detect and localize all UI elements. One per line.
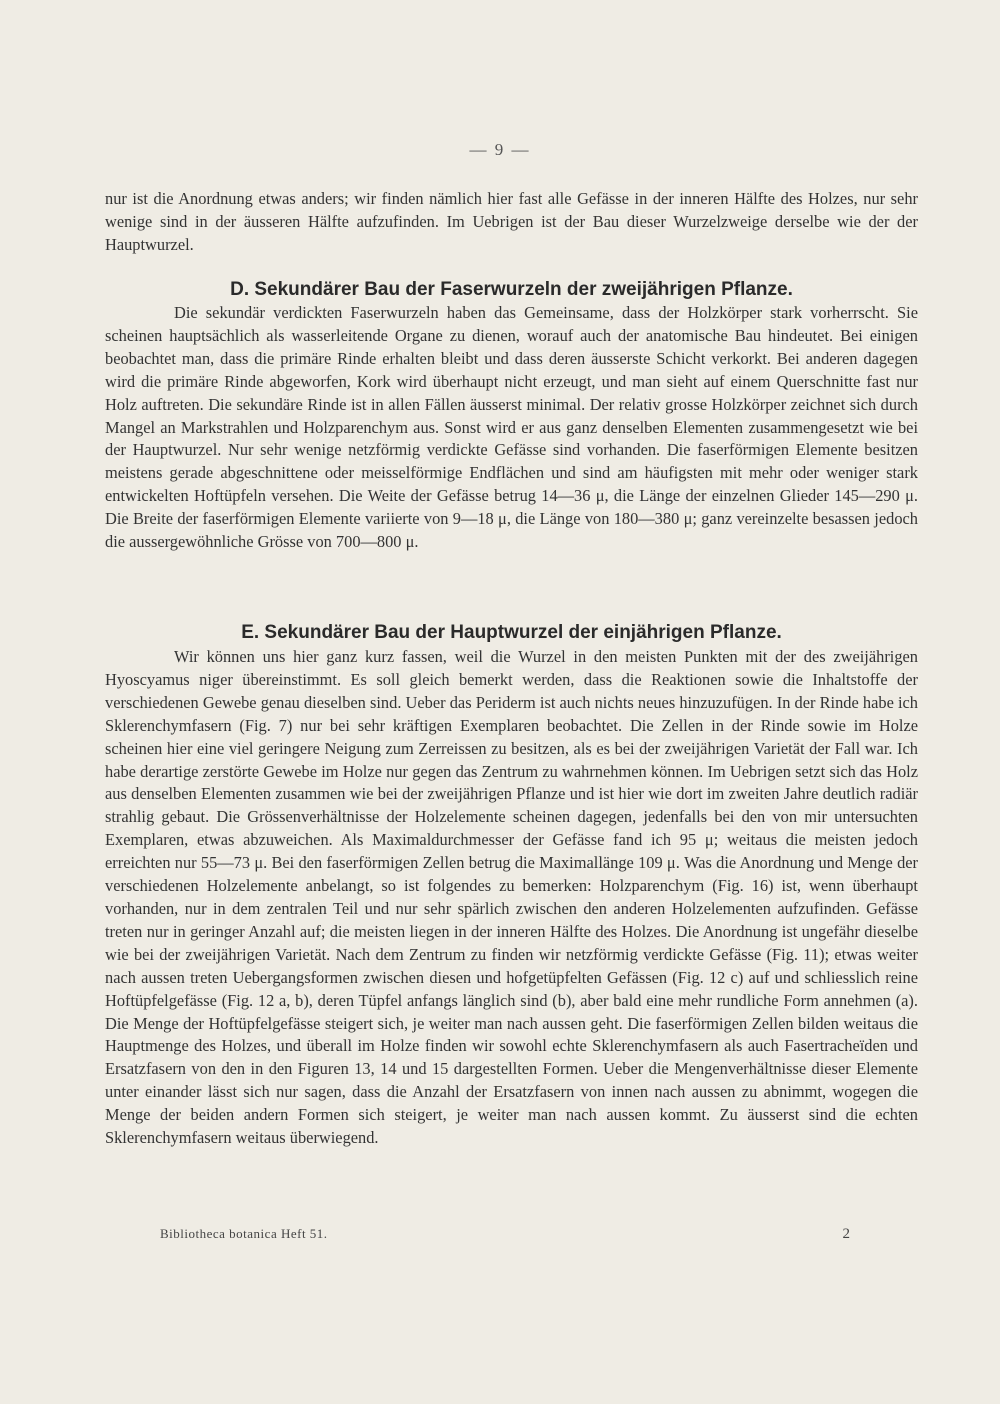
section-e-heading: E. Sekundärer Bau der Hauptwurzel der einjährigen Pflanze.: [241, 622, 782, 643]
section-e: [105, 622, 918, 644]
intro-block: [105, 188, 918, 257]
section-d-body: [105, 302, 918, 554]
intro-paragraph: nur ist die Anordnung etwas anders; wir finden nämlich hier fast alle Gefässe in der inneren Hälfte des Holzes, nur sehr wenige sind in der äusseren Hälfte aufzufinden. Im Uebrigen ist der Bau dieser Wurzelzweige derselbe wie der der Hauptwurzel.: [105, 189, 918, 254]
page-number: — 9 —: [469, 140, 531, 159]
section-e-paragraph: Wir können uns hier ganz kurz fassen, weil die Wurzel in den meisten Punkten mit der des zweijährigen Hyoscyamus niger übereinstimmt. Es soll gleich bemerkt werden, dass die Reaktionen sowie die Inhaltstoffe der verschiedenen Gewebe genau dieselben sind. Ueber das Periderm ist auch nichts neues hinzuzufügen. In der Rinde habe ich Sklerenchymfasern (Fig. 7) nur bei sehr kräftigen Exemplaren beobachtet. Die Zellen in der Rinde sowie im Holze scheinen hier eine viel geringere Neigung zum Zerreissen zu besitzen, als es bei der zweijährigen Varietät der Fall war. Ich habe derartige zerstörte Gewebe im Holze nur gegen das Zentrum zu wahrnehmen können. Im Uebrigen setzt sich das Holz aus denselben Elementen zusammen wie bei der zweijährigen Pflanze und ist hier wie dort im zweiten Jahre deutlich radiär strahlig gebaut. Die Grössenverhältnisse der Holzelemente scheinen dagegen, jedenfalls bei den von mir untersuchten Exemplaren, etwas abzuweichen. Als Maximaldurchmesser der Gefässe fand ich 95 μ; weitaus die meisten jedoch erreichten nur 55—73 μ. Bei den faserförmigen Zellen betrug die Maximallänge 109 μ. Was die Anordnung und Menge der verschiedenen Holzelemente anbelangt, so ist folgendes zu bemerken: Holzparenchym (Fig. 16) ist, wenn überhaupt vorhanden, nur in dem zentralen Teil und nur sehr spärlich zwischen den anderen Holzelementen aufzufinden. Gefässe treten nur in geringer Anzahl auf; die meisten liegen in der inneren Hälfte des Holzes. Die Anordnung ist ungefähr dieselbe wie bei der zweijährigen Varietät. Nach dem Zentrum zu finden wir netzförmig verdickte Gefässe (Fig. 11); etwas weiter nach aussen treten Uebergangsformen zwischen diesen und hofgetüpfelten Gefässen (Fig. 12 c) auf und schliesslich reine Hoftüpfelgefässe (Fig. 12 a, b), deren Tüpfel anfangs länglich sind (b), aber bald eine mehr rundliche Form annehmen (a). Die Menge der Hoftüpfelgefässe steigert sich, je weiter man nach aussen geht. Die faserförmigen Zellen bilden weitaus die Hauptmenge des Holzes, und überall im Holze finden wir sowohl echte Sklerenchymfasern als auch Fasertracheïden und Ersatzfasern von den in den Figuren 13, 14 und 15 dargestellten Formen. Ueber die Mengenverhältnisse dieser Elemente unter einander lässt sich nur sagen, dass die Anzahl der Ersatzfasern von innen nach aussen zu abnimmt, wogegen die Menge der beiden andern Formen sich steigert, je weiter man nach aussen kommt. Zu äusserst sind die echten Sklerenchymfasern weitaus überwiegend.: [105, 647, 918, 1148]
signature-mark: 2: [842, 1226, 850, 1242]
section-d-heading: D. Sekundärer Bau der Faserwurzeln der zweijährigen Pflanze.: [230, 279, 793, 300]
journal-title: Bibliotheca botanica Heft 51.: [160, 1226, 328, 1241]
section-d: [105, 279, 918, 301]
section-d-paragraph: Die sekundär verdickten Faserwurzeln haben das Gemeinsame, dass der Holzkörper stark vorherrscht. Sie scheinen hauptsächlich als wasserleitende Organe zu dienen, worauf auch der anatomische Bau hindeutet. Bei einigen beobachtet man, dass die primäre Rinde erhalten bleibt und dass deren äusserste Schicht verkorkt. Bei anderen dagegen wird die primäre Rinde abgeworfen, Kork wird überhaupt nicht erzeugt, und man sieht auf einem Querschnitte fast nur Holz auftreten. Die sekundäre Rinde ist in allen Fällen äusserst minimal. Der relativ grosse Holzkörper zeichnet sich durch Mangel an Markstrahlen und Holzparenchym aus. Sonst wird er aus ganz denselben Elementen zusammengesetzt wie bei der Hauptwurzel. Nur sehr wenige netzförmig verdickte Gefässe sind vorhanden. Die faserförmigen Elemente besitzen meistens gerade abgeschnittene oder meisselförmige Endflächen und sind am häufigsten mit mehr oder weniger stark entwickelten Hoftüpfeln versehen. Die Weite der Gefässe betrug 14—36 μ, die Länge der einzelnen Glieder 145—290 μ. Die Breite der faserförmigen Elemente variierte von 9—18 μ, die Länge von 180—380 μ; ganz vereinzelte besassen jedoch die aussergewöhnliche Grösse von 700—800 μ.: [105, 303, 918, 552]
page-footer: [160, 1226, 850, 1242]
section-e-body: [105, 646, 918, 1150]
